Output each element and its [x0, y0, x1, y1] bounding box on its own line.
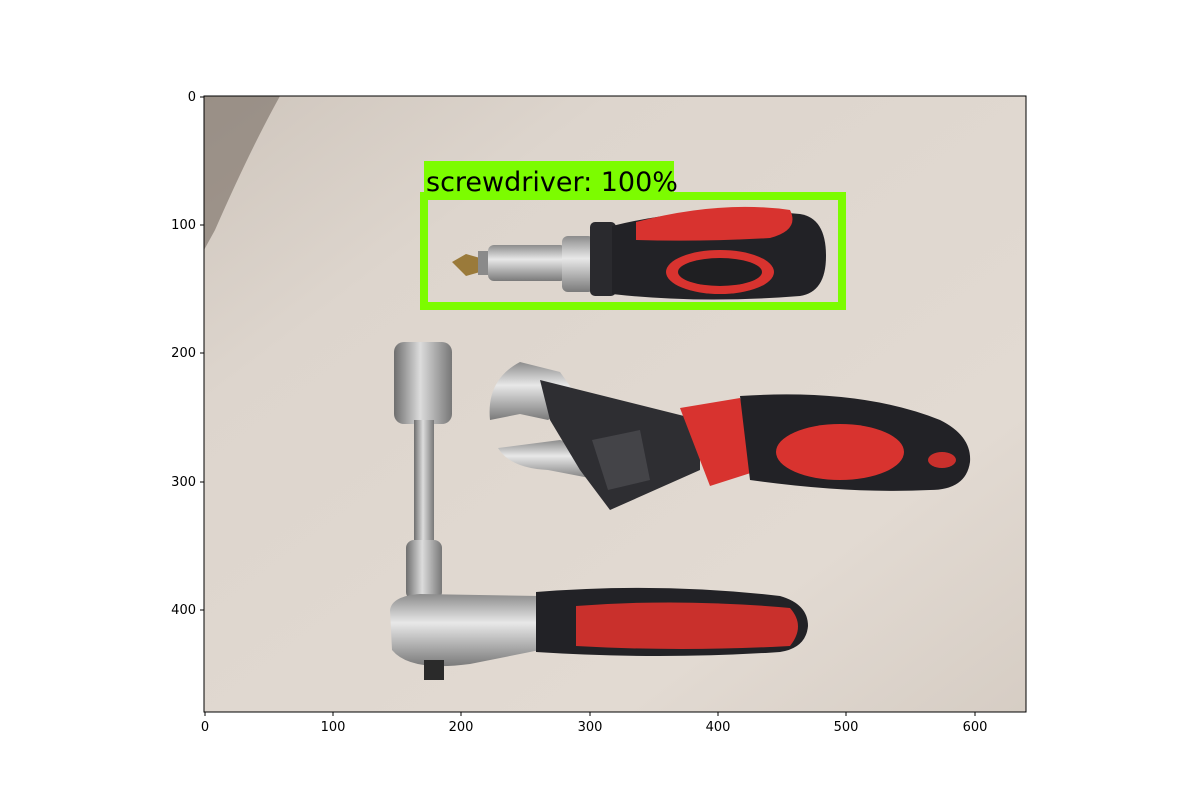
- x-tick-600: [963, 712, 988, 735]
- y-tick-label: 400: [171, 603, 196, 618]
- x-tick-label: 100: [320, 720, 346, 735]
- x-tick-label: 500: [833, 720, 859, 735]
- x-tick-300: [578, 712, 603, 735]
- y-tick-label: 0: [187, 90, 196, 105]
- y-tick-400: [171, 603, 204, 618]
- x-tick-0: [201, 712, 209, 735]
- y-tick-300: [171, 475, 204, 490]
- detection-label: screwdriver: 100%: [426, 167, 678, 198]
- x-axis: [201, 712, 988, 735]
- x-tick-label: 600: [962, 720, 988, 735]
- y-tick-label: 100: [171, 218, 196, 233]
- y-tick-200: [171, 346, 204, 361]
- y-tick-100: [171, 218, 204, 233]
- y-tick-label: 200: [171, 346, 196, 361]
- y-axis: [171, 90, 204, 618]
- x-tick-label: 400: [705, 720, 731, 735]
- x-tick-label: 300: [577, 720, 603, 735]
- x-tick-400: [706, 712, 731, 735]
- y-tick-0: [188, 90, 204, 105]
- x-tick-500: [834, 712, 859, 735]
- y-tick-label: 300: [171, 475, 196, 490]
- x-tick-200: [449, 712, 474, 735]
- x-tick-100: [321, 712, 346, 735]
- x-tick-label: 200: [448, 720, 474, 735]
- x-tick-label: 0: [200, 720, 210, 735]
